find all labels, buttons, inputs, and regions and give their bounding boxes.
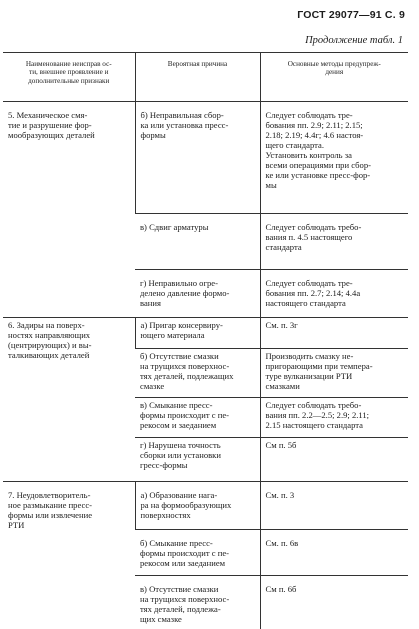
cause-cell: в) Смыкание пресс- формы происходит с пе- рекосом и заеданием [135, 398, 260, 438]
table-row [3, 318, 408, 349]
method-cell: См. п. 3 [260, 482, 408, 530]
column-header-method: Основные методы предупреж- дения [260, 53, 408, 102]
defect-cell: 7. Неудовлетворитель- ное размыкание пресс- формы или извлечение РТИ [8, 490, 93, 530]
defect-cell: 6. Задиры на поверх- ностях направляющих (центрирующих) и вы- талкивающих деталей [3, 318, 135, 482]
troubleshooting-table [3, 52, 408, 629]
cause-cell: г) Нарушена точность сборки или установки гресс-формы [135, 438, 260, 482]
standard-header: ГОСТ 29077—91 С. 9 [297, 9, 405, 21]
method-cell: Следует соблюдать тре- бования пп. 2.7; 2.14; 4.4а настоящего стандарта [260, 270, 408, 318]
table-header-row [3, 53, 408, 102]
cause-cell: б) Неправильная сбор- ка или установка пресс- формы [135, 102, 260, 214]
method-cell: См п. 6б [260, 576, 408, 629]
method-cell: См. п. 3г [260, 318, 408, 349]
method-cell: Следует соблюдать требо- вания пп. 2.2—2.5; 2.9; 2.11; 2.15 настоящего стандарта [260, 398, 408, 438]
column-header-defect: Наименование неисправ ос- ти, внешнее проявление и дополнительные признаки [3, 53, 135, 102]
method-cell: Следует соблюдать требо- вания п. 4.5 настоящего стандарта [260, 214, 408, 270]
column-header-cause: Вероятная причина [135, 53, 260, 102]
method-cell: Следует соблюдать тре- бования пп. 2.9; 2.11; 2.15; 2.18; 2.19; 4.4г; 4.6 настоя- щего стандарта. Установить контроль за всеми операциями при сбор- ке или установке пресс-фор- мы [260, 102, 408, 214]
table-row [3, 102, 408, 214]
method-cell: См п. 5б [260, 438, 408, 482]
table-row [3, 482, 408, 530]
cause-cell: б) Отсутствие смазки на трущихся поверхнос- тях деталей, подлежащих смазке [135, 349, 260, 398]
method-cell: См. п. 6в [260, 530, 408, 576]
defect-cell: 5. Механическое смя- тие и разрушение фор- мообразующих деталей [3, 102, 135, 318]
cause-cell: в) Отсутствие смазки на трущихся поверхнос- тях деталей, подлежа- щих смазке [140, 584, 230, 624]
cause-cell: в) Сдвиг арматуры [135, 214, 260, 270]
method-cell: Производить смазку не- пригорающими при темпера- туре вулканизации РТИ смазками [260, 349, 408, 398]
cause-cell: а) Образование нага- ра на формообразующих поверхностях [135, 482, 260, 530]
cause-cell: б) Смыкание пресс- формы происходит с пе- рекосом или заеданием [135, 530, 260, 576]
cause-cell: г) Неправильно огре- делено давление формо- вания [135, 270, 260, 318]
cause-cell: а) Пригар консервиру- ющего материала [135, 318, 260, 349]
table-continuation-label: Продолжение табл. 1 [305, 35, 403, 46]
